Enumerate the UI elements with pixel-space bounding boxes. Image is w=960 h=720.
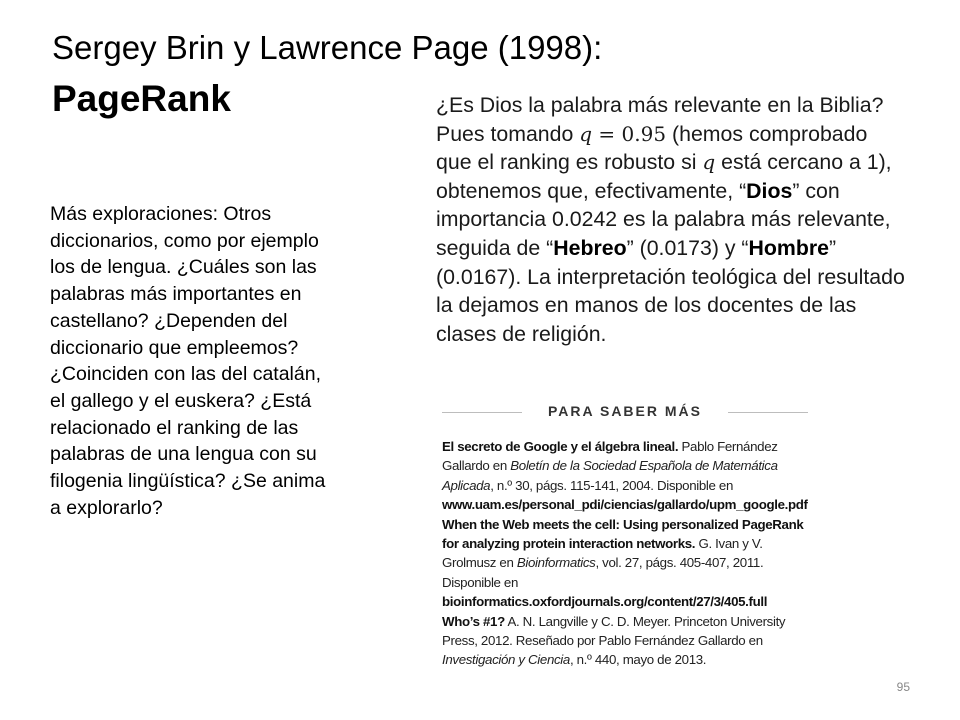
reference-title: Who’s #1?	[442, 613, 505, 629]
reference-item	[442, 437, 814, 515]
q-variable: q	[702, 150, 716, 175]
reference-text: , n.º 440, mayo de 2013.	[569, 652, 707, 668]
slide-subtitle: PageRank	[52, 78, 231, 119]
section-heading: PARA SABER MÁS	[547, 403, 702, 419]
reference-url: bioinformatics.oxfordjournals.org/content/27/3/405.full	[442, 594, 768, 610]
reference-journal: Bioinformatics	[516, 555, 596, 571]
reference-text: , n.º 30, págs. 115-141, 2004. Disponible en	[490, 477, 733, 493]
reference-text: , vol. 27, págs. 405-407, 2011. Disponible en	[442, 555, 764, 590]
reference-title: El secreto de Google y el álgebra lineal.	[442, 439, 679, 454]
quote-text: ¿Es Dios la palabra más relevante en la Biblia? Pues tomando	[436, 93, 884, 146]
reference-url: www.uam.es/personal_pdi/ciencias/gallardo/upm_google.pdf	[442, 497, 808, 513]
quote-text: ” con importancia 0.0242 es la palabra más relevante, seguida de “	[436, 178, 891, 260]
q-variable: q	[579, 121, 593, 146]
divider-left	[442, 412, 522, 413]
reference-journal: Investigación y Ciencia	[442, 652, 570, 668]
highlight-word: Hombre	[748, 235, 829, 260]
reference-journal: Boletín de la Sociedad Española de Matemática Aplicada	[442, 458, 778, 493]
exploration-paragraph: Más exploraciones: Otros diccionarios, como por ejemplo los de lengua. ¿Cuáles son las palabras más importantes en castellano? ¿Dependen del diccionario que empleemos? ¿Coinciden con las del catalán, el gallego y el euskera? ¿Está relacionado el ranking de las palabras de una lengua con su filogenia lingüística? ¿Se anima a explorarlo?	[50, 203, 326, 519]
highlight-word: Hebreo	[553, 235, 627, 260]
reference-text: Pablo Fernández Gallardo en	[442, 439, 778, 474]
reference-title: When the Web meets the cell: Using personalized PageRank for analyzing protein interaction networks.	[442, 516, 804, 552]
quote-text: ” (0.0173) y “	[626, 235, 749, 260]
quote-text: ” (0.0167). La interpretación teológica del resultado la dejamos en manos de los docentes de las clases de religión.	[436, 235, 905, 346]
quote-text: está cercano a 1), obtenemos que, efectivamente, “	[436, 150, 892, 203]
q-value: = 0.95	[592, 121, 667, 146]
slide-title: Sergey Brin y Lawrence Page (1998):	[52, 29, 603, 66]
bible-quote	[436, 91, 906, 348]
reference-item	[442, 612, 814, 670]
highlight-word: Dios	[746, 178, 793, 203]
references-list	[442, 437, 814, 670]
page-number: 95	[896, 680, 910, 694]
reference-item	[442, 515, 814, 612]
reference-text: G. Ivan y V. Grolmusz en	[442, 536, 763, 571]
quote-text: (hemos comprobado que el ranking es robusto si	[436, 121, 868, 175]
reference-text: A. N. Langville y C. D. Meyer. Princeton University Press, 2012. Reseñado por Pablo Fernández Gallardo en	[442, 613, 786, 649]
divider-right	[728, 412, 808, 413]
